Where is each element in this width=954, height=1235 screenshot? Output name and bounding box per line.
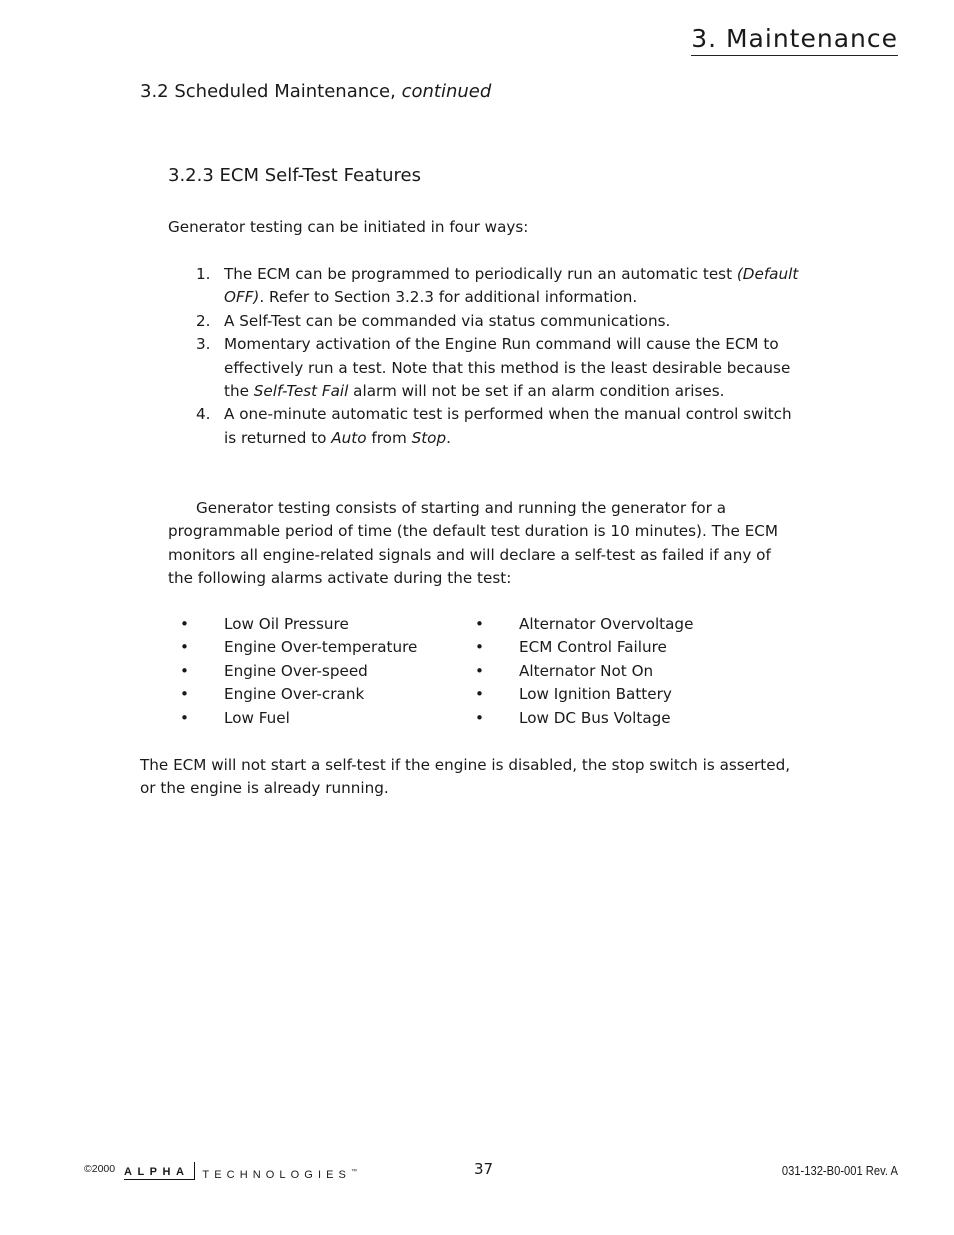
list-item-emphasis: Stop [411,428,447,447]
page-number: 37 [474,1160,494,1178]
copyright-notice: ©2000 [84,1163,116,1175]
bullet-icon: • [475,615,484,633]
list-number: 3. [196,335,211,354]
alarm-label: Engine Over-crank [224,685,365,704]
alarm-label: Low Fuel [224,708,290,727]
list-item [168,403,808,450]
list-item-text: Momentary activation of the Engine Run command will cause the ECM to effectively run a test. Note that this method is the least desirable because the [224,335,791,401]
list-item-text: from [366,428,412,447]
list-number: 2. [196,311,211,330]
logo-technologies [195,1162,357,1182]
bullet-icon: • [180,661,189,680]
list-item-text: A one-minute automatic test is performed when the manual control switch is returned to [224,405,792,447]
list-number: 4. [196,405,211,424]
document-number: 031-132-B0-001 Rev. A [781,1163,898,1178]
alarm-label: Low DC Bus Voltage [519,708,671,727]
bullet-icon: • [180,638,189,657]
subsection-heading: 3.2.3 ECM Self-Test Features [168,165,421,186]
alarm-label: Engine Over-temperature [224,638,418,657]
alarm-label: Low Ignition Battery [519,685,672,704]
alarm-label: ECM Control Failure [519,638,667,657]
alarm-label: Low Oil Pressure [224,615,349,633]
list-number: 1. [196,265,211,283]
bullet-icon: • [475,708,484,727]
closing-paragraph: The ECM will not start a self-test if the engine is disabled, the stop switch is asserted, or the engine is already running. [140,756,791,798]
list-item [168,333,808,403]
body-paragraph-text: Generator testing consists of starting and running the generator for a programmable period of time (the default test duration is 10 minutes). The ECM monitors all engine-related signals and will declare a self-test as failed if any of the following alarms activate during the test: [168,499,778,588]
list-item-emphasis: Self-Test Fail [253,382,349,401]
chapter-title: 3. Maintenance [691,24,898,56]
alpha-technologies-logo [124,1162,357,1182]
intro-paragraph: Generator testing can be initiated in four ways: [168,218,529,236]
bullet-icon: • [475,661,484,680]
alarm-label: Alternator Not On [519,661,654,680]
body-paragraph [168,497,798,591]
list-item-text: A Self-Test can be commanded via status communications. [224,311,671,330]
list-item-text: alarm will not be set if an alarm condition arises. [348,382,725,401]
alarm-label: Alternator Overvoltage [519,615,694,633]
test-methods-list [168,263,808,450]
logo-alpha: ALPHA [124,1162,195,1180]
list-item-emphasis: (Default OFF) [224,265,799,307]
bullet-icon: • [180,685,189,704]
section-heading [140,80,491,104]
list-item [168,263,808,310]
section-title: 3.2 Scheduled Maintenance, [140,81,402,102]
alarm-label: Engine Over-speed [224,661,368,680]
bullet-icon: • [475,638,484,657]
bullet-icon: • [180,615,189,633]
list-item-text: . [446,428,451,447]
bullet-icon: • [180,708,189,727]
trademark-mark: ™ [351,1169,357,1175]
list-item-text: The ECM can be programmed to periodically run an automatic test [224,265,737,283]
section-continued: continued [401,81,492,102]
list-item-text: . Refer to Section 3.2.3 for additional information. [259,288,638,307]
list-item-emphasis: Auto [331,428,367,447]
list-item [168,310,808,333]
bullet-icon: • [475,685,484,704]
logo-technologies-text: TECHNOLOGIES [202,1169,351,1181]
